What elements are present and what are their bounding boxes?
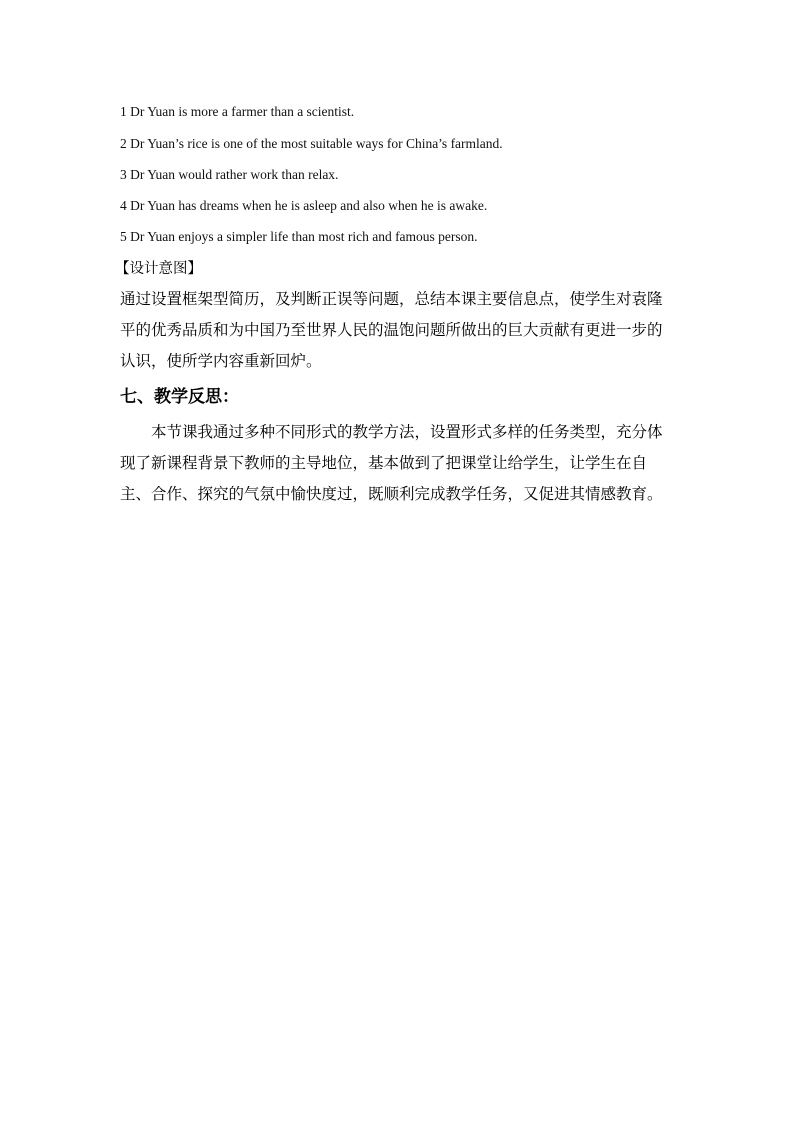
reflection-heading: 七、教学反思： [120, 387, 239, 407]
statement-5: 5 Dr Yuan enjoys a simpler life than most rich and famous person. [120, 229, 478, 244]
statement-2: 2 Dr Yuan’s rice is one of the most suitable ways for China’s farmland. [120, 136, 503, 151]
design-intent-label: 【设计意图】 [115, 261, 202, 277]
statement-1: 1 Dr Yuan is more a farmer than a scientist. [120, 104, 355, 119]
design-intent-paragraph: 通过设置框架型简历，及判断正误等问题，总结本课主要信息点，使学生对袁隆平的优秀品质和为中国乃至世界人民的温饱问题所做出的巨大贡献有更进一步的认识，使所学内容重新回炉。 [120, 290, 663, 370]
reflection-paragraph: 本节课我通过多种不同形式的教学方法，设置形式多样的任务类型，充分体现了新课程背景下教师的主导地位，基本做到了把课堂让给学生，让学生在自主、合作、探究的气氛中愉快度过，既顺利完成教学任务，又促进其情感教育。 [120, 423, 663, 503]
statement-3: 3 Dr Yuan would rather work than relax. [120, 167, 339, 182]
statement-4: 4 Dr Yuan has dreams when he is asleep and also when he is awake. [120, 198, 488, 213]
